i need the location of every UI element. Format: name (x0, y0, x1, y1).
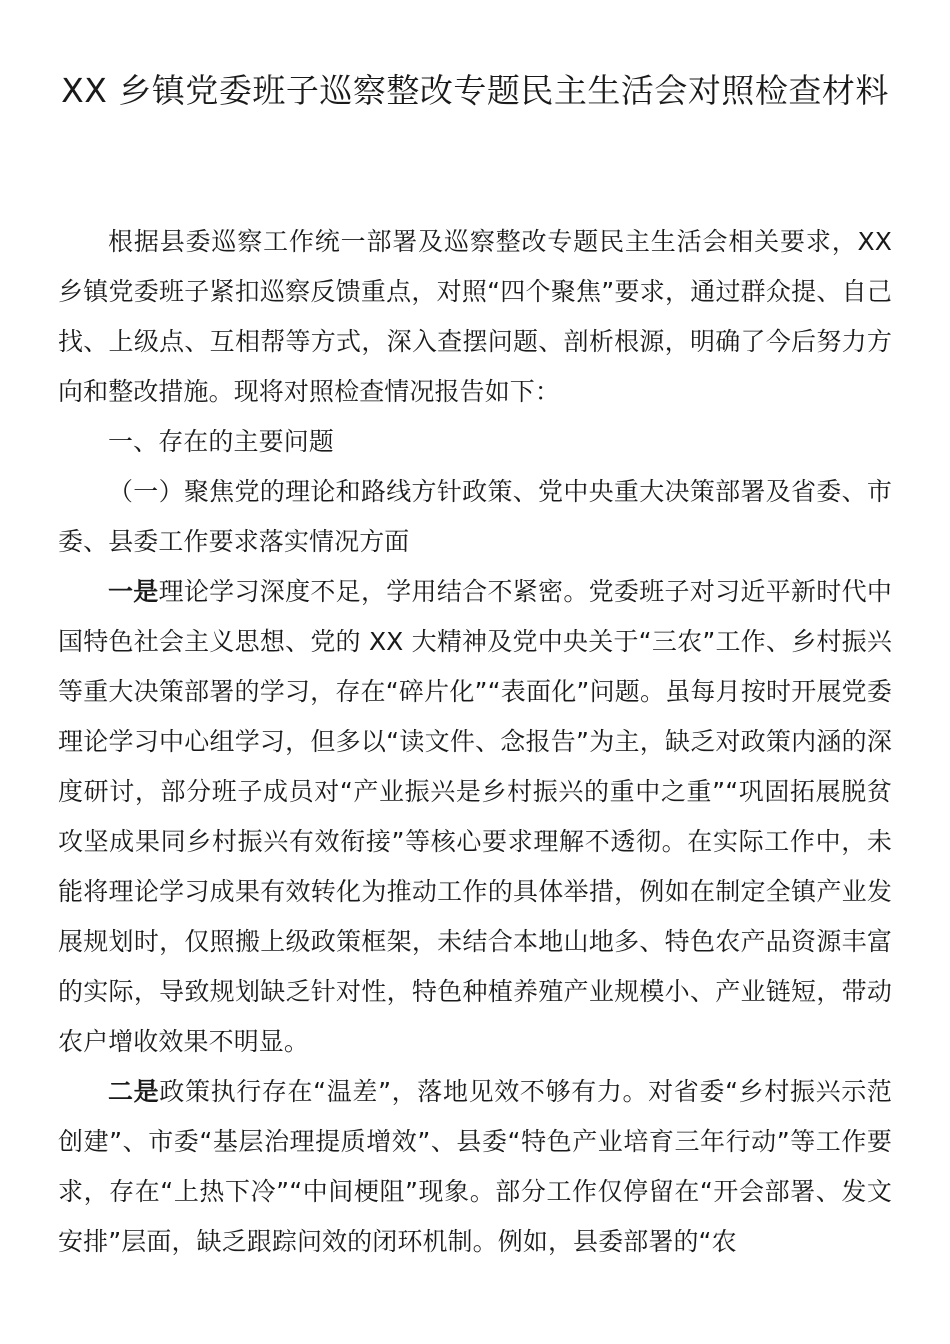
point-text-1: 理论学习深度不足，学用结合不紧密。党委班子对习近平新时代中国特色社会主义思想、党的 XX 大精神及党中央关于“三农”工作、乡村振兴等重大决策部署的学习，存在“碎片化”“表面化”问题。虽每月按时开展党委理论学习中心组学习，但多以“读文件、念报告”为主，缺乏对政策内涵的深度研讨，部分班子成员对“产业振兴是乡村振兴的重中之重”“巩固拓展脱贫攻坚成果同乡村振兴有效衔接”等核心要求理解不透彻。在实际工作中，未能将理论学习成果有效转化为推动工作的具体举措，例如在制定全镇产业发展规划时，仅照搬上级政策框架，未结合本地山地多、特色农产品资源丰富的实际，导致规划缺乏针对性，特色种植养殖产业规模小、产业链短，带动农户增收效果不明显。 (58, 577, 892, 1056)
point-lead-2: 二是 (108, 1077, 160, 1106)
section-heading: 一、存在的主要问题 (108, 427, 334, 456)
point-paragraph-2 (58, 1067, 892, 1267)
document-title: XX 乡镇党委班子巡察整改专题民主生活会对照检查材料 (61, 71, 889, 110)
document-body (58, 217, 892, 1267)
point-lead-1: 一是 (108, 577, 159, 606)
point-text-2: 政策执行存在“温差”，落地见效不够有力。对省委“乡村振兴示范创建”、市委“基层治理提质增效”、县委“特色产业培育三年行动”等工作要求，存在“上热下冷”“中间梗阻”现象。部分工作仅停留在“开会部署、发文安排”层面，缺乏跟踪问效的闭环机制。例如，县委部署的“农 (58, 1077, 892, 1256)
intro-paragraph: 根据县委巡察工作统一部署及巡察整改专题民主生活会相关要求，XX 乡镇党委班子紧扣巡察反馈重点，对照“四个聚焦”要求，通过群众提、自己找、上级点、互相帮等方式，深入查摆问题、剖析根源，明确了今后努力方向和整改措施。现将对照检查情况报告如下： (58, 227, 892, 406)
subsection-heading: （一）聚焦党的理论和路线方针政策、党中央重大决策部署及省委、市委、县委工作要求落实情况方面 (58, 477, 892, 556)
point-paragraph-1 (58, 567, 892, 1067)
